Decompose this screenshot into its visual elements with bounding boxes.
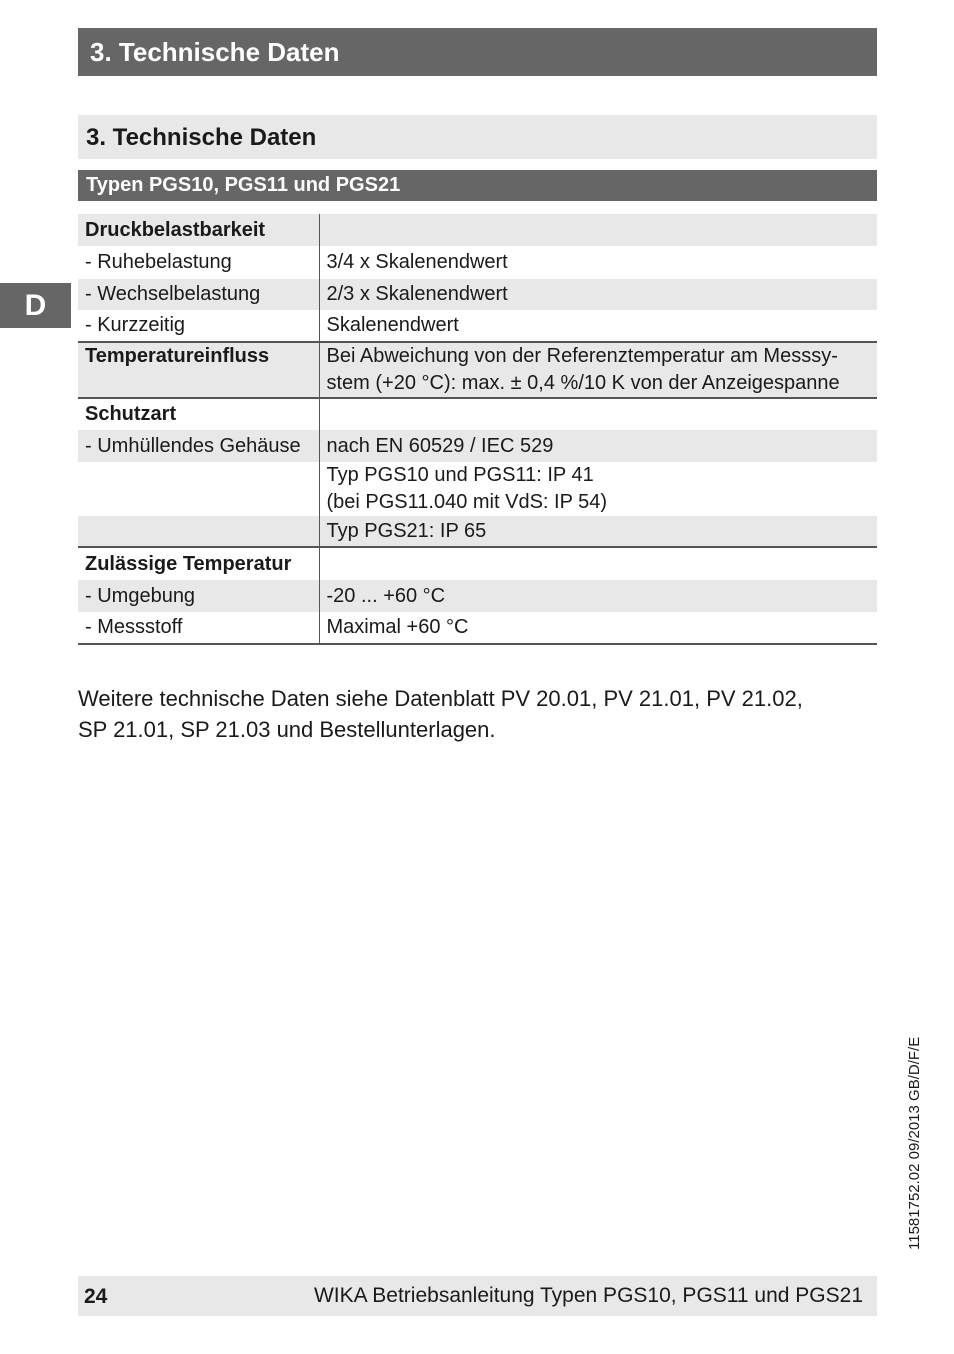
table-row [78,246,877,279]
further-info-note [78,683,878,745]
row-label: - Messstoff [78,612,319,644]
table-row [78,430,877,462]
row-value-line: Typ PGS10 und PGS11: IP 41 [326,464,594,486]
row-label: - Ruhebelastung [78,246,319,279]
row-label [78,516,319,547]
language-tab: D [0,283,71,328]
page-header-title: 3. Technische Daten [90,37,340,67]
row-value: 3/4 x Skalenendwert [326,251,508,273]
row-label: Druckbelastbarkeit [78,214,319,246]
row-value: nach EN 60529 / IEC 529 [319,430,877,462]
table-row [78,310,877,342]
row-value [319,214,877,246]
row-value-line: (bei PGS11.040 mit VdS: IP 54) [326,491,608,513]
row-value-line: Bei Abweichung von der Referenztemperatur am Messsy- [326,345,838,367]
row-value: 2/3 x Skalenendwert [319,279,877,310]
table-row [78,398,877,430]
page-number: 24 [84,1285,108,1308]
table-row [78,214,877,246]
row-label: - Umgebung [78,580,319,612]
row-label-text: Temperatureinfluss [85,345,270,367]
row-label [78,342,319,398]
note-line: SP 21.01, SP 21.03 und Bestellunterlagen. [78,717,496,742]
spec-table [78,214,877,645]
row-label: - Wechselbelastung [78,279,319,310]
page-footer [78,1276,877,1316]
row-value [319,398,877,430]
table-row [78,516,877,547]
row-value [319,547,877,580]
table-row [78,612,877,644]
subsection-title: Typen PGS10, PGS11 und PGS21 [78,170,877,201]
table-row [78,279,877,310]
footer-title: WIKA Betriebsanleitung Typen PGS10, PGS11 und PGS21 [313,1284,863,1307]
page-header [78,28,877,76]
row-value: -20 ... +60 °C [319,580,877,612]
row-value: Typ PGS21: IP 65 [319,516,877,547]
row-value: Maximal +60 °C [319,612,877,644]
row-label: - Kurzzeitig [78,310,319,342]
table-row [78,547,877,580]
row-label: - Umhüllendes Gehäuse [78,430,319,462]
table-row [78,342,877,398]
row-value [319,342,877,398]
row-value-line: stem (+20 °C): max. ± 0,4 %/10 K von der Anzeigespanne [326,372,840,394]
row-value [319,462,877,516]
row-label [78,462,319,516]
row-label: Schutzart [78,398,319,430]
table-row [78,580,877,612]
row-value: Skalenendwert [319,310,877,342]
row-label: Zulässige Temperatur [78,547,319,580]
table-row [78,462,877,516]
note-line: Weitere technische Daten siehe Datenblatt PV 20.01, PV 21.01, PV 21.02, [78,686,803,711]
document-number: 11581752.02 09/2013 GB/D/F/E [906,1036,923,1250]
section-title: 3. Technische Daten [78,115,877,159]
